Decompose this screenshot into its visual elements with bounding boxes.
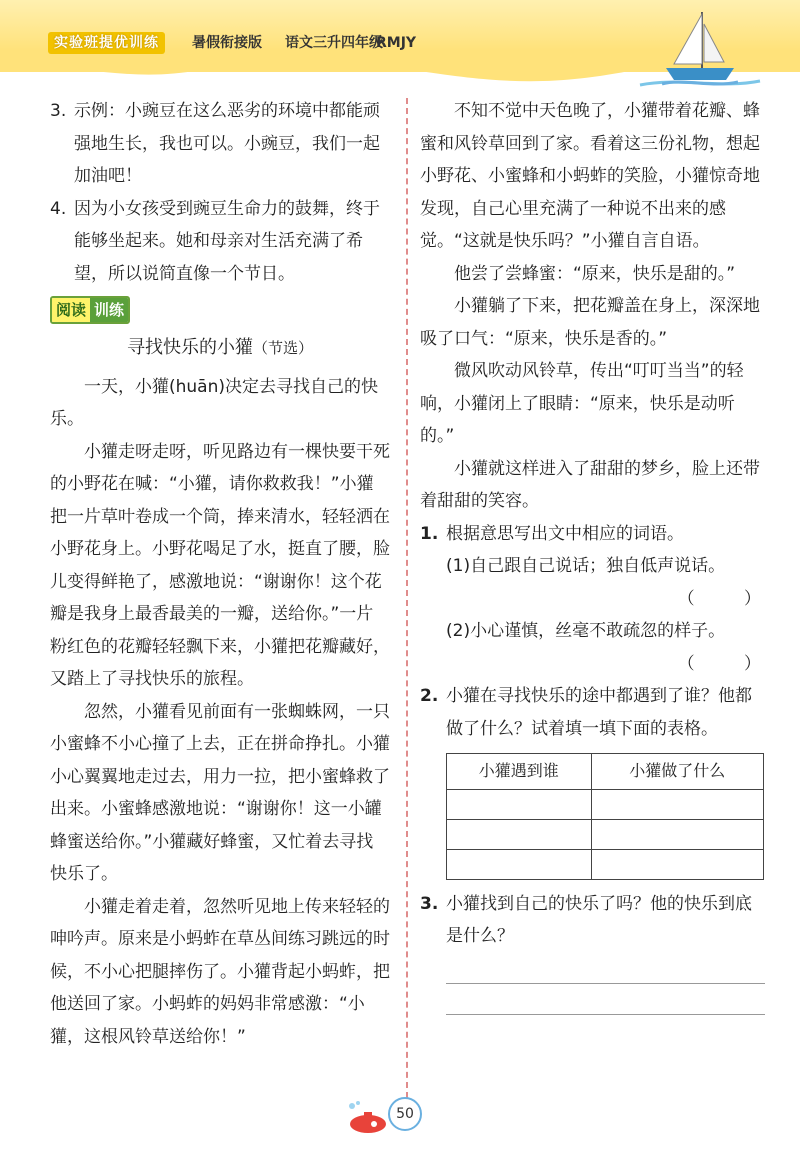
question-2 (420, 680, 765, 745)
grade-label: 语文三升四年级 (285, 35, 383, 51)
table-row (447, 849, 764, 879)
story-title-text: 寻找快乐的小獾 (126, 337, 253, 358)
answer-item (50, 193, 390, 291)
answer-number: 3. (50, 101, 67, 121)
story-paragraph: 他尝了尝蜂蜜：“原来，快乐是甜的。” (454, 263, 736, 284)
question-number: 1. (420, 523, 439, 544)
story-paragraph: 小獾就这样进入了甜甜的梦乡，脸上还带着甜甜的笑容。 (420, 458, 760, 511)
answer-table (446, 753, 764, 880)
story-paragraph: 小獾走呀走呀，听见路边有一棵快要干死的小野花在喊：“小獾，请你救救我！”小獾把一片草叶卷成一个筒，捧来清水，轻轻洒在小野花身上。小野花喝足了水，挺直了腰，脸儿变得鲜艳了，感激地说：“谢谢你！这个花瓣是我身上最香最美的一瓣，送给你。”一片粉红色的花瓣轻轻飘下来，小獾把花瓣藏好，又踏上了寻找快乐的旅程。 (50, 441, 390, 689)
answer-text: 示例：小豌豆在这么恶劣的环境中都能顽强地生长，我也可以。小豌豆，我们一起加油吧！ (74, 101, 380, 186)
story-paragraph: 一天，小獾(huān)决定去寻找自己的快乐。 (50, 376, 379, 429)
table-header-who: 小獾遇到谁 (447, 754, 592, 790)
badge-training: 训练 (90, 298, 128, 322)
answer-blank[interactable]: （ ） (677, 588, 761, 609)
edition-label: 暑假衔接版 (192, 35, 262, 51)
story-paragraph: 微风吹动风铃草，传出“叮叮当当”的轻响，小獾闭上了眼睛：“原来，快乐是动听的。” (420, 361, 744, 446)
question-text: 小獾找到自己的快乐了吗？他的快乐到底是什么？ (446, 893, 752, 946)
column-divider (406, 98, 408, 1098)
edition-code: RMJY (376, 35, 417, 51)
badge-reading: 阅读 (52, 298, 90, 322)
answer-item (50, 95, 390, 193)
question-text: 小獾在寻找快乐的途中都遇到了谁？他都做了什么？试着填一填下面的表格。 (446, 686, 752, 739)
table-cell[interactable] (591, 819, 763, 849)
page-number: 50 (388, 1097, 422, 1131)
story-title (50, 332, 390, 365)
page-header (0, 0, 800, 92)
question-1-sub-2: (2)小心谨慎，丝毫不敢疏忽的样子。 (446, 621, 726, 641)
question-1 (420, 518, 765, 551)
answer-line[interactable] (446, 953, 765, 984)
answer-blank[interactable]: （ ） (677, 653, 761, 674)
table-row (447, 789, 764, 819)
left-column (50, 95, 390, 1053)
answer-number: 4. (50, 198, 67, 219)
table-cell[interactable] (447, 819, 592, 849)
question-1-sub-1: (1)自己跟自己说话；独自低声说话。 (446, 556, 726, 576)
series-title: 实验班提优训练 (48, 32, 165, 54)
submarine-icon (344, 1100, 388, 1136)
answer-text: 因为小女孩受到豌豆生命力的鼓舞，终于能够坐起来。她和母亲对生活充满了希望，所以说简直像一个节日。 (74, 198, 380, 284)
right-column (420, 95, 765, 1015)
story-paragraph: 不知不觉中天色晚了，小獾带着花瓣、蜂蜜和风铃草回到了家。看着这三份礼物，想起小野花、小蜜蜂和小蚂蚱的笑脸，小獾惊奇地发现，自己心里充满了一种说不出来的感觉。“这就是快乐吗？”小獾自言自语。 (420, 101, 760, 251)
table-header-what: 小獾做了什么 (591, 754, 763, 790)
table-cell[interactable] (591, 789, 763, 819)
sailboat-icon (662, 8, 738, 88)
question-3 (420, 888, 765, 953)
question-text: 根据意思写出文中相应的词语。 (446, 523, 684, 544)
table-header-row (447, 754, 764, 790)
table-cell[interactable] (447, 789, 592, 819)
table-cell[interactable] (591, 849, 763, 879)
story-paragraph: 小獾躺了下来，把花瓣盖在身上，深深地吸了口气：“原来，快乐是香的。” (420, 296, 760, 349)
answer-line[interactable] (446, 984, 765, 1015)
question-number: 3. (420, 893, 439, 914)
answer-lines (420, 953, 765, 1015)
story-paragraph: 忽然，小獾看见前面有一张蜘蛛网，一只小蜜蜂不小心撞了上去，正在拼命挣扎。小獾小心翼翼地走过去，用力一拉，把小蜜蜂救了出来。小蜜蜂感激地说：“谢谢你！这一小罐蜂蜜送给你。”小獾藏好蜂蜜，又忙着去寻找快乐了。 (50, 701, 390, 884)
reading-training-badge (50, 296, 130, 324)
story-title-note: （节选） (252, 339, 313, 357)
table-row (447, 819, 764, 849)
table-cell[interactable] (447, 849, 592, 879)
story-paragraph: 小獾走着走着，忽然听见地上传来轻轻的呻吟声。原来是小蚂蚱在草丛间练习跳远的时候，不小心把腿摔伤了。小獾背起小蚂蚱，把他送回了家。小蚂蚱的妈妈非常感激：“小獾，这根风铃草送给你！” (50, 896, 390, 1047)
question-number: 2. (420, 686, 439, 706)
